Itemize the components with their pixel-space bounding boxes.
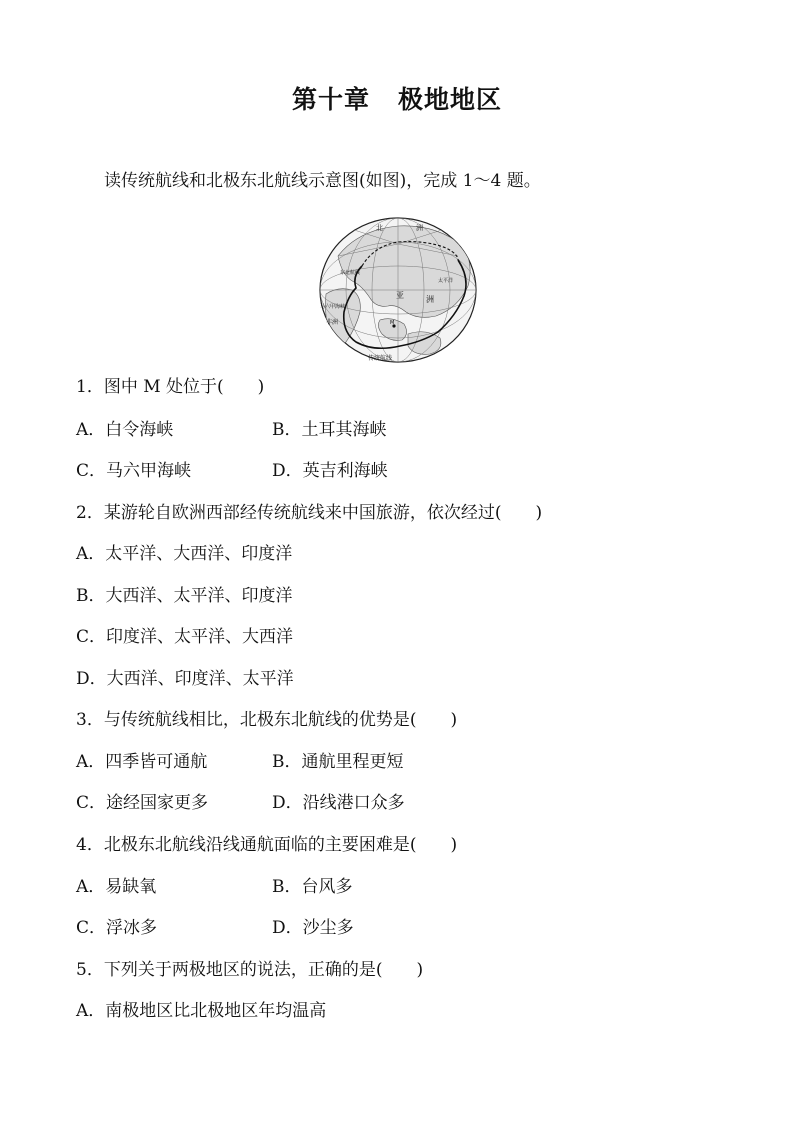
map-label-malacca: 马六甲海峡 <box>320 304 346 310</box>
question-4-option-d: D．沙尘多 <box>272 918 354 938</box>
map-label-continent-word: 洲 <box>416 224 423 232</box>
question-2-stem: 2．某游轮自欧洲西部经传统航线来中国旅游，依次经过( ) <box>76 503 543 523</box>
question-4-option-b: B．台风多 <box>272 877 353 897</box>
question-3-stem: 3．与传统航线相比，北极东北航线的优势是( ) <box>76 710 458 730</box>
map-label-M: M <box>390 320 395 326</box>
route-map-figure <box>318 216 478 364</box>
chapter-number: 第十章 <box>291 85 370 114</box>
map-label-north: 北 <box>376 224 383 232</box>
question-3-option-b: B．通航里程更短 <box>272 752 404 772</box>
question-1-option-a: A．白令海峡 <box>76 420 174 440</box>
question-2-option-c: C．印度洋、太平洋、大西洋 <box>76 627 294 647</box>
question-4-option-a: A．易缺氧 <box>76 877 157 897</box>
question-3-option-a: A．四季皆可通航 <box>76 752 208 772</box>
question-2-option-d: D．大西洋、印度洋、太平洋 <box>76 669 294 689</box>
map-label-north-route: 东北航线 <box>340 270 361 276</box>
question-4-stem: 4．北极东北航线沿线通航面临的主要困难是( ) <box>76 835 458 855</box>
question-1-stem: 1．图中 M 处位于( ) <box>76 377 265 397</box>
chapter-name: 极地地区 <box>398 85 503 114</box>
question-3-option-d: D．沿线港口众多 <box>272 793 405 813</box>
question-1-option-b: B．土耳其海峡 <box>272 420 387 440</box>
question-2-option-a: A．太平洋、大西洋、印度洋 <box>76 544 293 564</box>
question-2-option-b: B．大西洋、太平洋、印度洋 <box>76 586 293 606</box>
question-5-option-a: A．南极地区比北极地区年均温高 <box>76 1001 327 1021</box>
question-1-option-c: C．马六甲海峡 <box>76 461 192 481</box>
question-4-option-c: C．浮冰多 <box>76 918 158 938</box>
map-label-asia-1: 亚 <box>396 291 404 300</box>
map-label-pacific: 太平洋 <box>438 278 454 284</box>
map-label-africa: 非洲 <box>326 319 339 326</box>
intro-text: 读传统航线和北极东北航线示意图(如图)，完成 1～4 题。 <box>104 171 541 191</box>
question-5-stem: 5．下列关于两极地区的说法，正确的是( ) <box>76 960 424 980</box>
map-label-asia-2: 洲 <box>426 295 434 304</box>
map-label-traditional-route: 传统航线 <box>368 355 393 362</box>
page-title <box>0 80 794 116</box>
question-3-option-c: C．途经国家更多 <box>76 793 209 813</box>
question-1-option-d: D．英吉利海峡 <box>272 461 388 481</box>
